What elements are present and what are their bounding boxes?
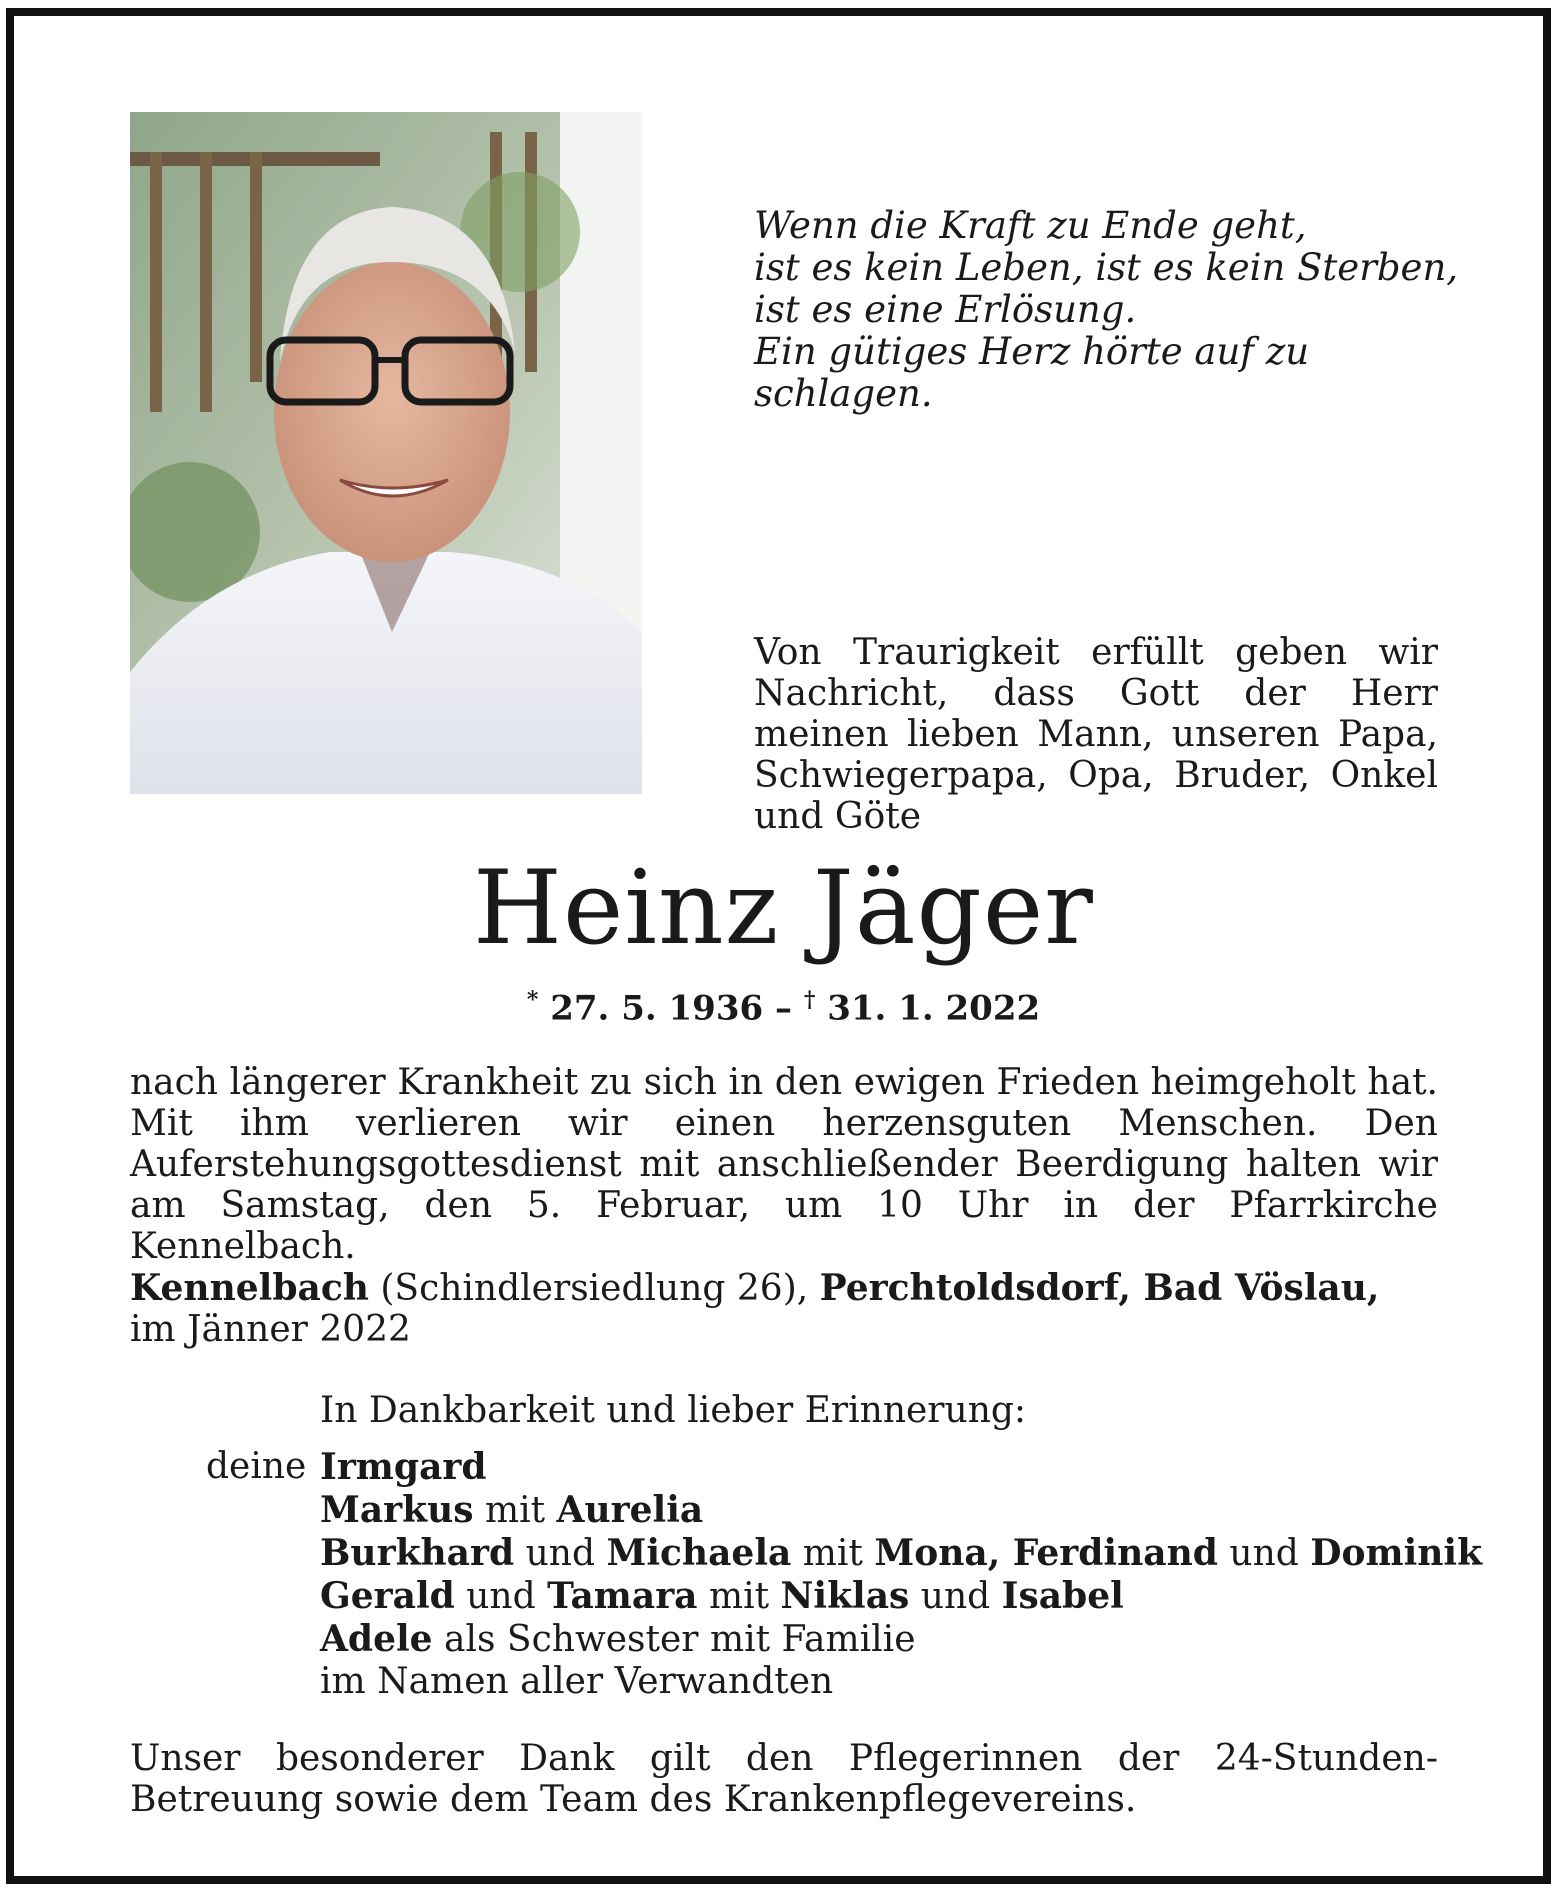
signers-prefix: deine xyxy=(206,1446,307,1487)
signer-line xyxy=(320,1575,1450,1618)
birth-symbol: * xyxy=(526,987,539,1013)
place-date: im Jänner 2022 xyxy=(130,1309,411,1350)
death-date: 31. 1. 2022 xyxy=(827,988,1041,1029)
signer-name: Mona, Ferdinand xyxy=(874,1532,1218,1574)
signer-connector: und xyxy=(909,1576,1002,1617)
signer-connector: mit xyxy=(791,1533,875,1574)
date-separator: – xyxy=(763,988,804,1029)
signer-name: Aurelia xyxy=(556,1489,704,1531)
signer-name: Niklas xyxy=(780,1575,910,1617)
signer-name: Gerald xyxy=(320,1575,455,1617)
signer-connector: und xyxy=(1217,1533,1311,1574)
signer-connector: mit xyxy=(473,1490,557,1531)
signer-connector: als Schwester mit Familie xyxy=(432,1619,916,1660)
signer-name: Dominik xyxy=(1310,1532,1483,1574)
signer-name: Markus xyxy=(320,1489,474,1531)
announcement-intro: Von Traurigkeit erfüllt geben wir Nachricht, dass Gott der Herr meinen lieben Mann, unseren Papa, Schwiegerpapa, Opa, Bruder, Onkel und Göte xyxy=(754,632,1438,837)
signer-connector: mit xyxy=(697,1576,781,1617)
portrait-photo xyxy=(130,112,642,794)
memorial-poem: Wenn die Kraft zu Ende geht, ist es kein Leben, ist es kein Sterben, ist es eine Erlösung. Ein gütiges Herz hörte auf zu schlagen. xyxy=(754,204,1459,415)
place-address: (Schindlersiedlung 26), xyxy=(368,1268,820,1309)
signer-connector: und xyxy=(514,1533,607,1574)
life-dates xyxy=(0,980,1567,1028)
signer-connector: und xyxy=(454,1576,548,1617)
signer-name: Isabel xyxy=(1001,1575,1124,1617)
deceased-name: Heinz Jäger xyxy=(473,849,1094,968)
signer-name: Irmgard xyxy=(320,1446,487,1488)
signer-connector: im Namen aller Verwandten xyxy=(320,1661,834,1702)
signer-name: Burkhard xyxy=(320,1532,515,1574)
signer-name: Michaela xyxy=(606,1532,792,1574)
signer-line xyxy=(320,1618,1450,1661)
signer-name: Tamara xyxy=(547,1575,698,1617)
place-others: Perchtoldsdorf, Bad Vöslau, xyxy=(819,1267,1380,1309)
portrait-illustration xyxy=(130,112,642,794)
place-and-date xyxy=(130,1268,1438,1350)
place-town: Kennelbach xyxy=(130,1267,369,1309)
signer-line xyxy=(320,1532,1483,1575)
signer-line xyxy=(320,1446,1450,1489)
signer-line xyxy=(320,1489,1450,1532)
special-thanks: Unser besonderer Dank gilt den Pflegerinnen der 24-Stunden-Betreuung sowie dem Team des Krankenpflegevereins. xyxy=(130,1738,1438,1820)
signer-name: Adele xyxy=(320,1618,433,1660)
birth-date: 27. 5. 1936 xyxy=(550,988,764,1029)
announcement-body: nach längerer Krankheit zu sich in den ewigen Frieden heimgeholt hat. Mit ihm verlieren wir einen herzensguten Menschen. Den Auferstehungsgottesdienst mit anschließender Beerdigung halten wir am Samstag, den 5. Februar, um 10 Uhr in der Pfarrkirche Kennelbach. xyxy=(130,1062,1438,1267)
thanks-heading: In Dankbarkeit und lieber Erinnerung: xyxy=(320,1390,1027,1431)
death-symbol: † xyxy=(803,987,816,1013)
signer-line xyxy=(320,1661,1450,1703)
signers-lines xyxy=(320,1446,1483,1703)
